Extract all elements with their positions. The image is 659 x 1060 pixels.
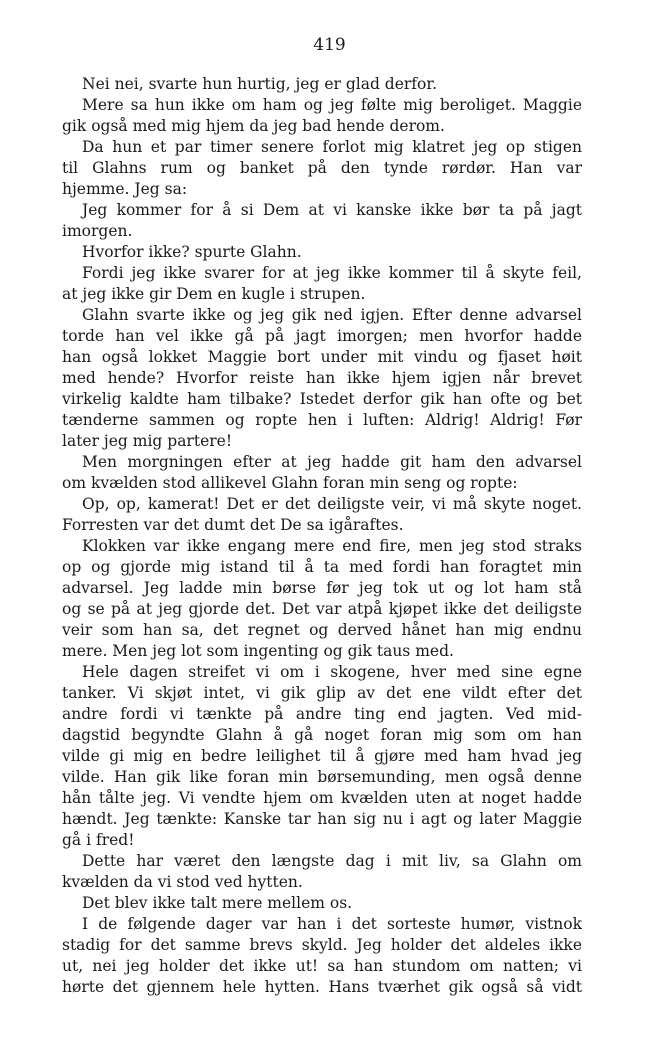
text-line: hørte det gjennem hele hytten. Hans tværhet gik også så vidt	[62, 978, 582, 996]
text-line: vilde. Han gik like foran min børsemunding, men også denne	[62, 768, 582, 786]
text-line: andre fordi vi tænkte på andre ting end jagten. Ved mid-	[62, 705, 582, 723]
text-line: tænderne sammen og ropte hen i luften: Aldrig! Aldrig! Før	[62, 411, 582, 429]
text-line: ut, nei jeg holder det ikke ut! sa han stundom om natten; vi	[62, 957, 582, 975]
body-text	[62, 74, 582, 998]
text-line: hjemme. Jeg sa:	[62, 180, 188, 198]
text-line: Hele dagen streifet vi om i skogene, hver med sine egne	[82, 663, 582, 681]
text-line: dagstid begyndte Glahn å gå noget foran mig som om han	[62, 726, 582, 744]
text-line: mere. Men jeg lot som ingenting og gik taus med.	[62, 642, 454, 660]
text-line: Glahn svarte ikke og jeg gik ned igjen. Efter denne advarsel	[82, 306, 582, 324]
text-line: tanker. Vi skjøt intet, vi gik glip av det ene vildt efter det	[62, 684, 582, 702]
text-line: med hende? Hvorfor reiste han ikke hjem igjen når brevet	[62, 369, 582, 387]
text-line: gik også med mig hjem da jeg bad hende derom.	[62, 117, 445, 135]
text-line: imorgen.	[62, 222, 133, 240]
text-line: Hvorfor ikke? spurte Glahn.	[82, 243, 302, 261]
text-line: Det blev ikke talt mere mellem os.	[82, 894, 353, 912]
text-line: hån tålte jeg. Vi vendte hjem om kvælden uten at noget hadde	[62, 789, 582, 807]
text-line: og se på at jeg gjorde det. Det var atpå kjøpet ikke det deiligste	[62, 600, 582, 618]
text-line: Klokken var ikke engang mere end fire, men jeg stod straks	[82, 537, 582, 555]
text-line: veir som han sa, det regnet og derved hånet han mig endnu	[62, 621, 582, 639]
text-line: Dette har været den længste dag i mit liv, sa Glahn om	[82, 852, 582, 870]
text-line: Mere sa hun ikke om ham og jeg følte mig beroliget. Maggie	[82, 96, 582, 114]
text-line: Fordi jeg ikke svarer for at jeg ikke kommer til å skyte feil,	[82, 264, 582, 282]
page-number: 419	[313, 35, 346, 55]
text-line: om kvælden stod allikevel Glahn foran min seng og ropte:	[62, 474, 518, 492]
text-line: op og gjorde mig istand til å ta med fordi han foragtet min	[62, 558, 582, 576]
text-line: hændt. Jeg tænkte: Kanske tar han sig nu i agt og later Maggie	[62, 810, 582, 828]
text-line: gå i fred!	[62, 831, 135, 849]
text-line: han også lokket Maggie bort under mit vindu og fjaset høit	[62, 348, 582, 366]
text-line: Forresten var det dumt det De sa igåraftes.	[62, 516, 404, 534]
text-line: kvælden da vi stod ved hytten.	[62, 873, 303, 891]
text-line: advarsel. Jeg ladde min børse før jeg tok ut og lot ham stå	[62, 579, 582, 597]
text-line: at jeg ikke gir Dem en kugle i strupen.	[62, 285, 366, 303]
text-line: later jeg mig partere!	[62, 432, 233, 450]
text-line: torde han vel ikke gå på jagt imorgen; men hvorfor hadde	[62, 327, 582, 345]
text-line: til Glahns rum og banket på den tynde rørdør. Han var	[62, 159, 582, 177]
text-line: Men morgningen efter at jeg hadde git ham den advarsel	[82, 453, 582, 471]
text-line: vilde gi mig en bedre leilighet til å gjøre med ham hvad jeg	[62, 747, 582, 765]
text-line: I de følgende dager var han i det sorteste humør, vistnok	[82, 915, 582, 933]
text-line: Da hun et par timer senere forlot mig klatret jeg op stigen	[82, 138, 582, 156]
text-line: Nei nei, svarte hun hurtig, jeg er glad derfor.	[82, 75, 438, 93]
text-line: Jeg kommer for å si Dem at vi kanske ikke bør ta på jagt	[82, 201, 582, 219]
text-line: Op, op, kamerat! Det er det deiligste veir, vi må skyte noget.	[82, 495, 582, 513]
text-line: virkelig kaldte ham tilbake? Istedet derfor gik han ofte og bet	[62, 390, 582, 408]
text-line: stadig for det samme brevs skyld. Jeg holder det aldeles ikke	[62, 936, 582, 954]
